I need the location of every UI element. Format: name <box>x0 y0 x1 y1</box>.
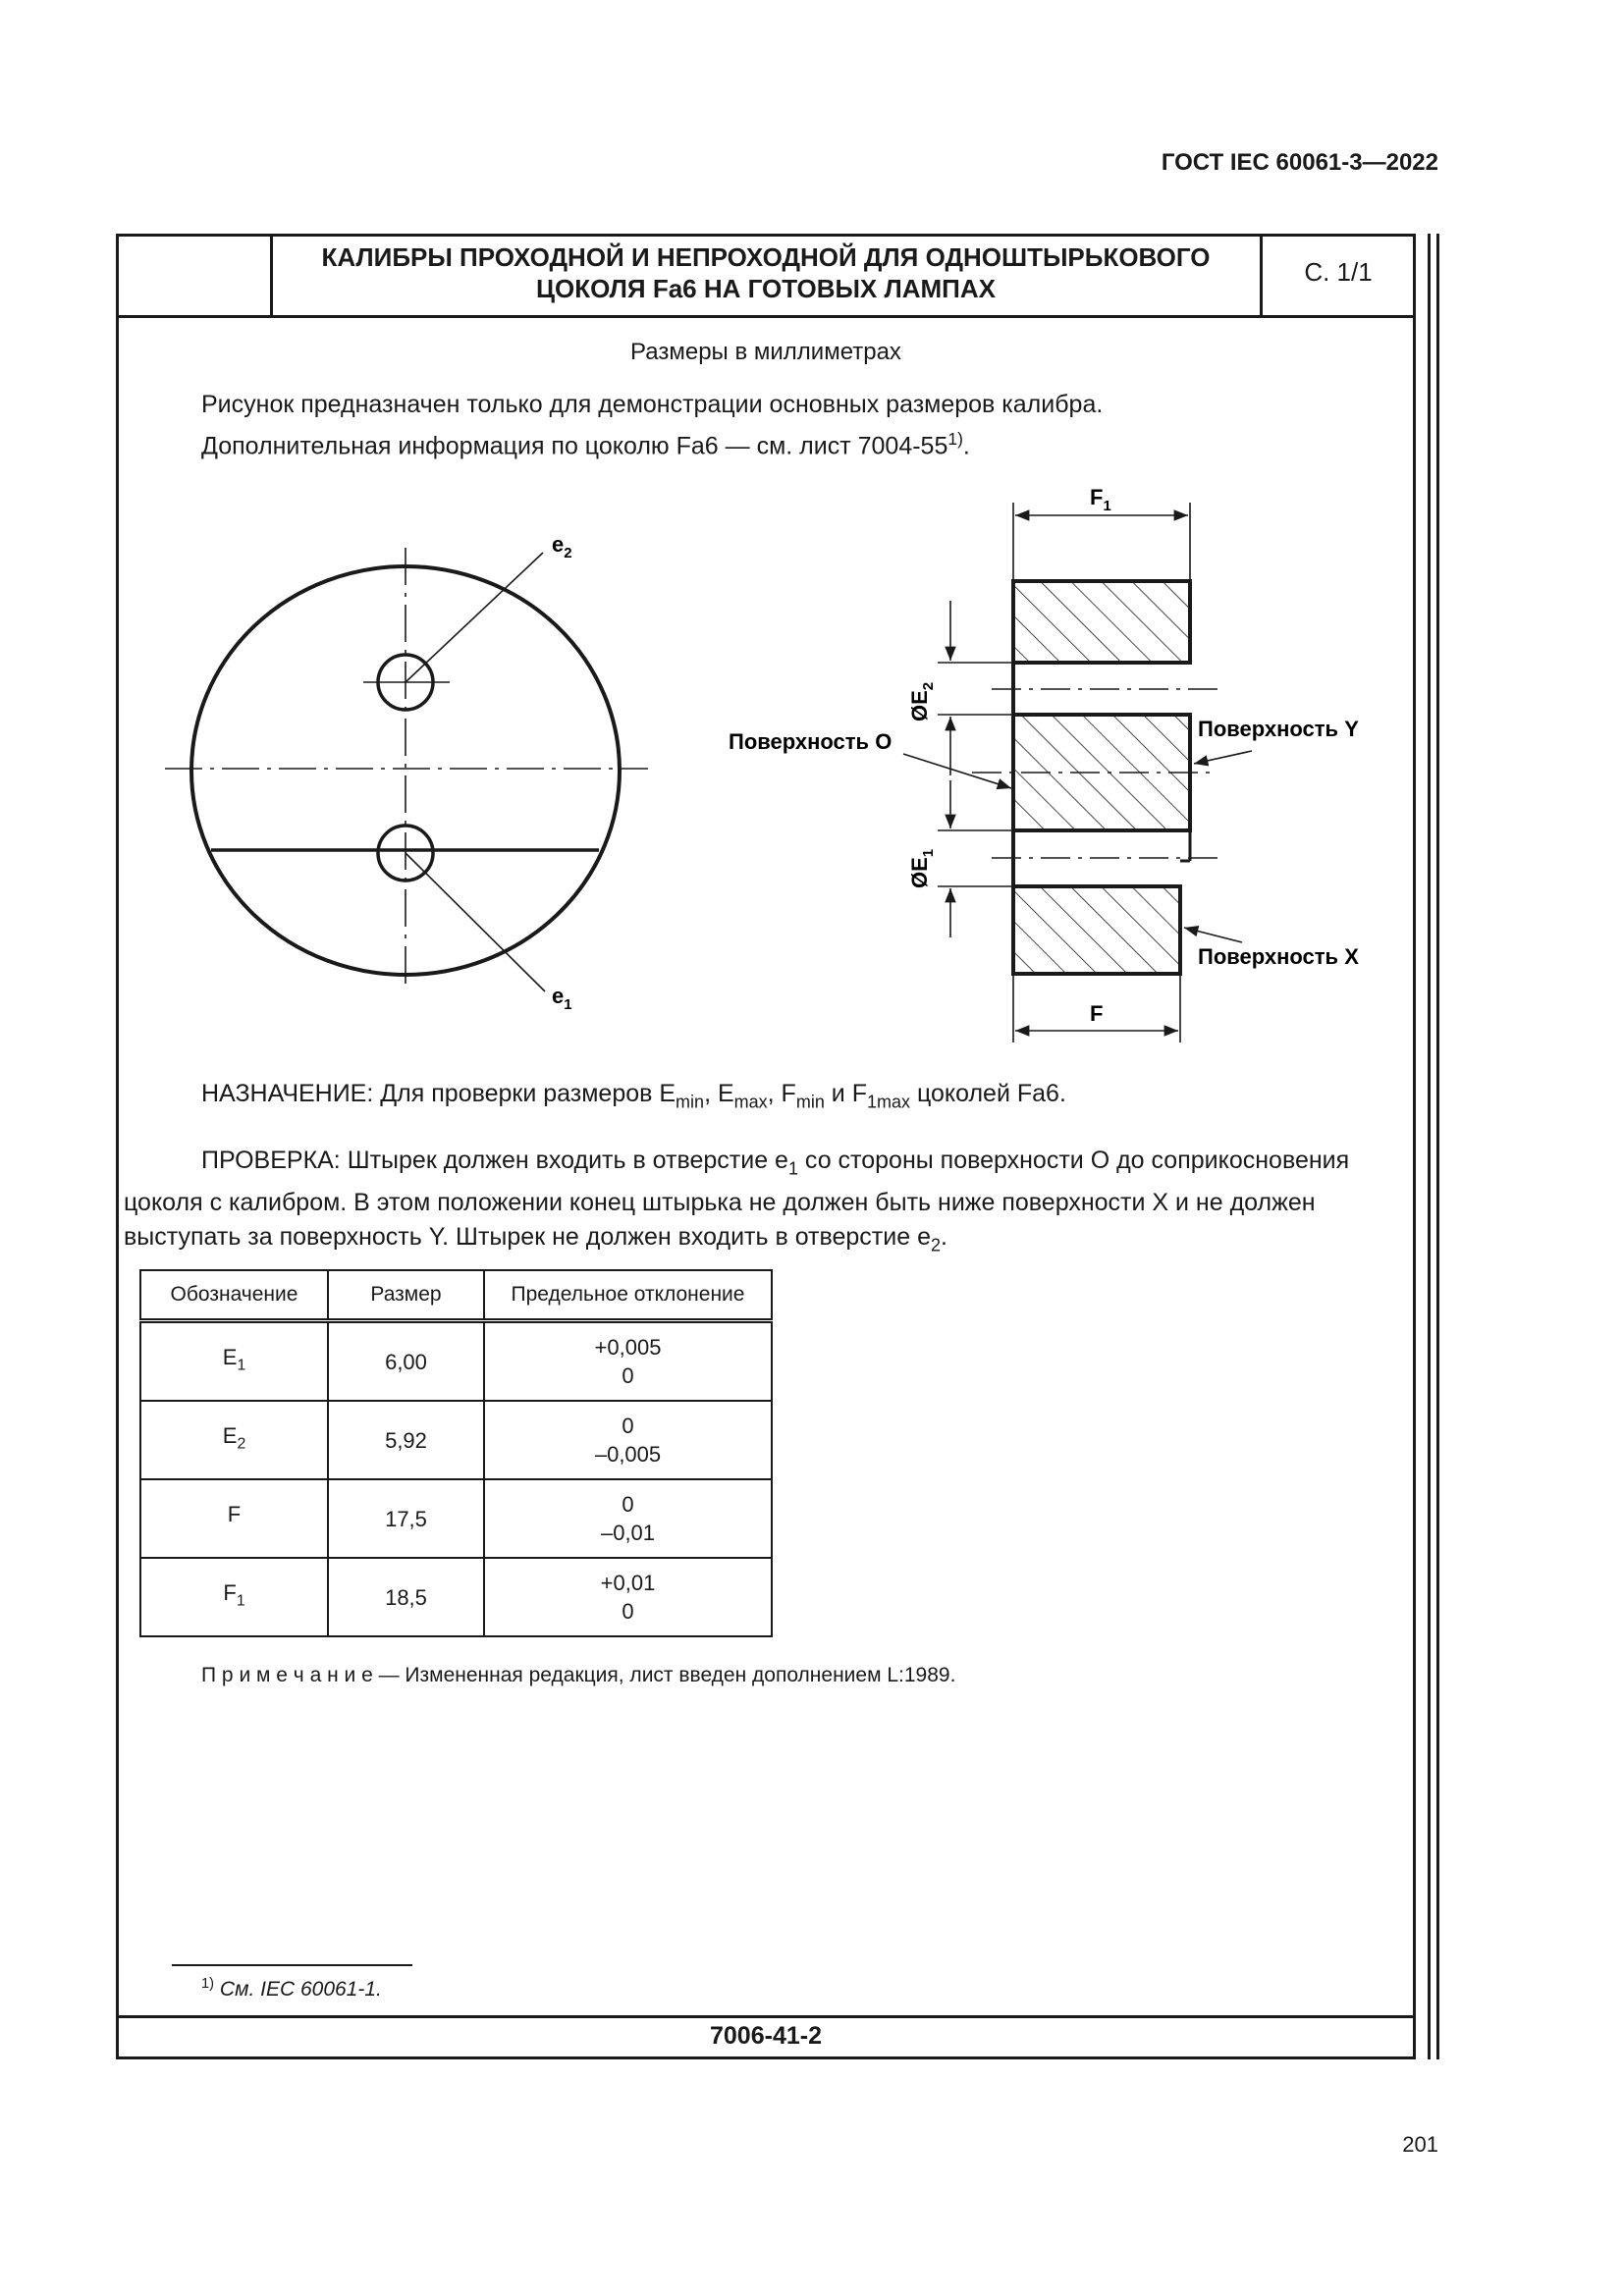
sheet-number: С. 1/1 <box>1304 257 1373 287</box>
table-header-row <box>140 1270 772 1321</box>
col-header-size: Размер <box>328 1270 484 1321</box>
cell-deviation: 0 –0,01 <box>484 1479 772 1558</box>
label-e2: $e_2$ <box>552 532 572 561</box>
cell-symbol: $E_2$ <box>140 1401 328 1479</box>
purpose-text <box>201 1080 1380 1112</box>
label-de2: $ØE_2$ <box>907 681 937 721</box>
purpose-part: цоколей Fa6. <box>910 1080 1066 1107</box>
standard-code: ГОСТ IEC 60061-3—2022 <box>1161 149 1438 176</box>
intro-line2-end: . <box>962 432 970 460</box>
purpose-part: , F <box>767 1080 796 1107</box>
cell-deviation: 0 –0,005 <box>484 1401 772 1479</box>
note-text: П р и м е ч а н и е — Измененная редакция, лист введен дополнением L:1989. <box>201 1664 956 1686</box>
page-number: 201 <box>1402 2132 1438 2157</box>
col-header-symbol: Обозначение <box>140 1270 328 1321</box>
purpose-sub: 1max <box>866 1092 910 1112</box>
leader-surface-x <box>1184 928 1242 942</box>
leader-surface-y <box>1194 751 1252 764</box>
dimensions-table <box>139 1269 773 1637</box>
section-view <box>729 485 1359 1042</box>
table-row <box>140 1558 772 1636</box>
label-surface-y: Поверхность Y <box>1198 717 1359 741</box>
cell-deviation: +0,01 0 <box>484 1558 772 1636</box>
purpose-sub: min <box>795 1092 825 1112</box>
cell-size: 6,00 <box>328 1321 484 1402</box>
check-part: со стороны поверхности O до соприкосновения цоколя с калибром. В этом положении конец штырька не должен быть ниже поверхности X и не должен выступать за поверхность Y. Штырек не должен входить в отверстие e <box>124 1147 1350 1252</box>
label-surface-o: Поверхность O <box>729 729 893 754</box>
check-sub: 2 <box>930 1235 941 1255</box>
section-block-bottom <box>1013 886 1180 974</box>
cell-size: 17,5 <box>328 1479 484 1558</box>
table-row <box>140 1321 772 1402</box>
front-view <box>165 532 648 1013</box>
cell-size: 5,92 <box>328 1401 484 1479</box>
purpose-part: , E <box>704 1080 734 1107</box>
footnote-separator <box>172 1964 412 1966</box>
intro-line1: Рисунок предназначен только для демонстрации основных размеров калибра. <box>201 391 1104 418</box>
sheet-title-line1: КАЛИБРЫ ПРОХОДНОЙ И НЕПРОХОДНОЙ ДЛЯ ОДНОШТЫРЬКОВОГО <box>321 242 1211 272</box>
label-e1: $e_1$ <box>552 984 572 1013</box>
leader-surface-o <box>903 754 1011 788</box>
cell-symbol: $F_1$ <box>140 1558 328 1636</box>
sheet-title-line2: ЦОКОЛЯ Fa6 НА ГОТОВЫХ ЛАМПАХ <box>536 274 996 303</box>
leader-e2 <box>406 553 543 682</box>
footnote-ref: 1) <box>947 429 963 449</box>
intro-line2-text: Дополнительная информация по цоколю Fa6 — см. лист 7004-55 <box>201 432 948 460</box>
label-surface-x: Поверхность X <box>1198 944 1359 969</box>
cell-size: 18,5 <box>328 1558 484 1636</box>
check-sub: 1 <box>787 1158 798 1179</box>
check-part: ПРОВЕРКА: Штырек должен входить в отверстие e <box>201 1147 788 1174</box>
table-row <box>140 1401 772 1479</box>
footnote-text: См. IEC 60061-1. <box>214 1978 382 2002</box>
purpose-part: НАЗНАЧЕНИЕ: Для проверки размеров E <box>201 1080 676 1107</box>
units-note: Размеры в миллиметрах <box>630 339 901 365</box>
table-row <box>140 1479 772 1558</box>
leader-e1 <box>406 853 545 991</box>
section-block-top <box>1013 581 1190 663</box>
col-header-deviation: Предельное отклонение <box>484 1270 772 1321</box>
footer-divider <box>116 2015 1416 2018</box>
check-part: . <box>941 1223 947 1252</box>
sheet-code: 7006-41-2 <box>710 2022 822 2050</box>
label-de1: $ØE_1$ <box>907 848 937 888</box>
purpose-sub: max <box>733 1092 768 1112</box>
footnote-mark: 1) <box>201 1976 215 1992</box>
purpose-sub: min <box>676 1092 705 1112</box>
cell-deviation: +0,005 0 <box>484 1321 772 1402</box>
check-text <box>124 1144 1405 1263</box>
cell-symbol: $E_1$ <box>140 1321 328 1402</box>
gauge-drawing <box>0 0 1623 1070</box>
label-f1: $F_1$ <box>1090 485 1111 514</box>
label-f: F <box>1090 1001 1104 1026</box>
footnote <box>201 1976 987 2002</box>
cell-symbol: F <box>140 1479 328 1558</box>
purpose-part: и F <box>824 1080 867 1107</box>
